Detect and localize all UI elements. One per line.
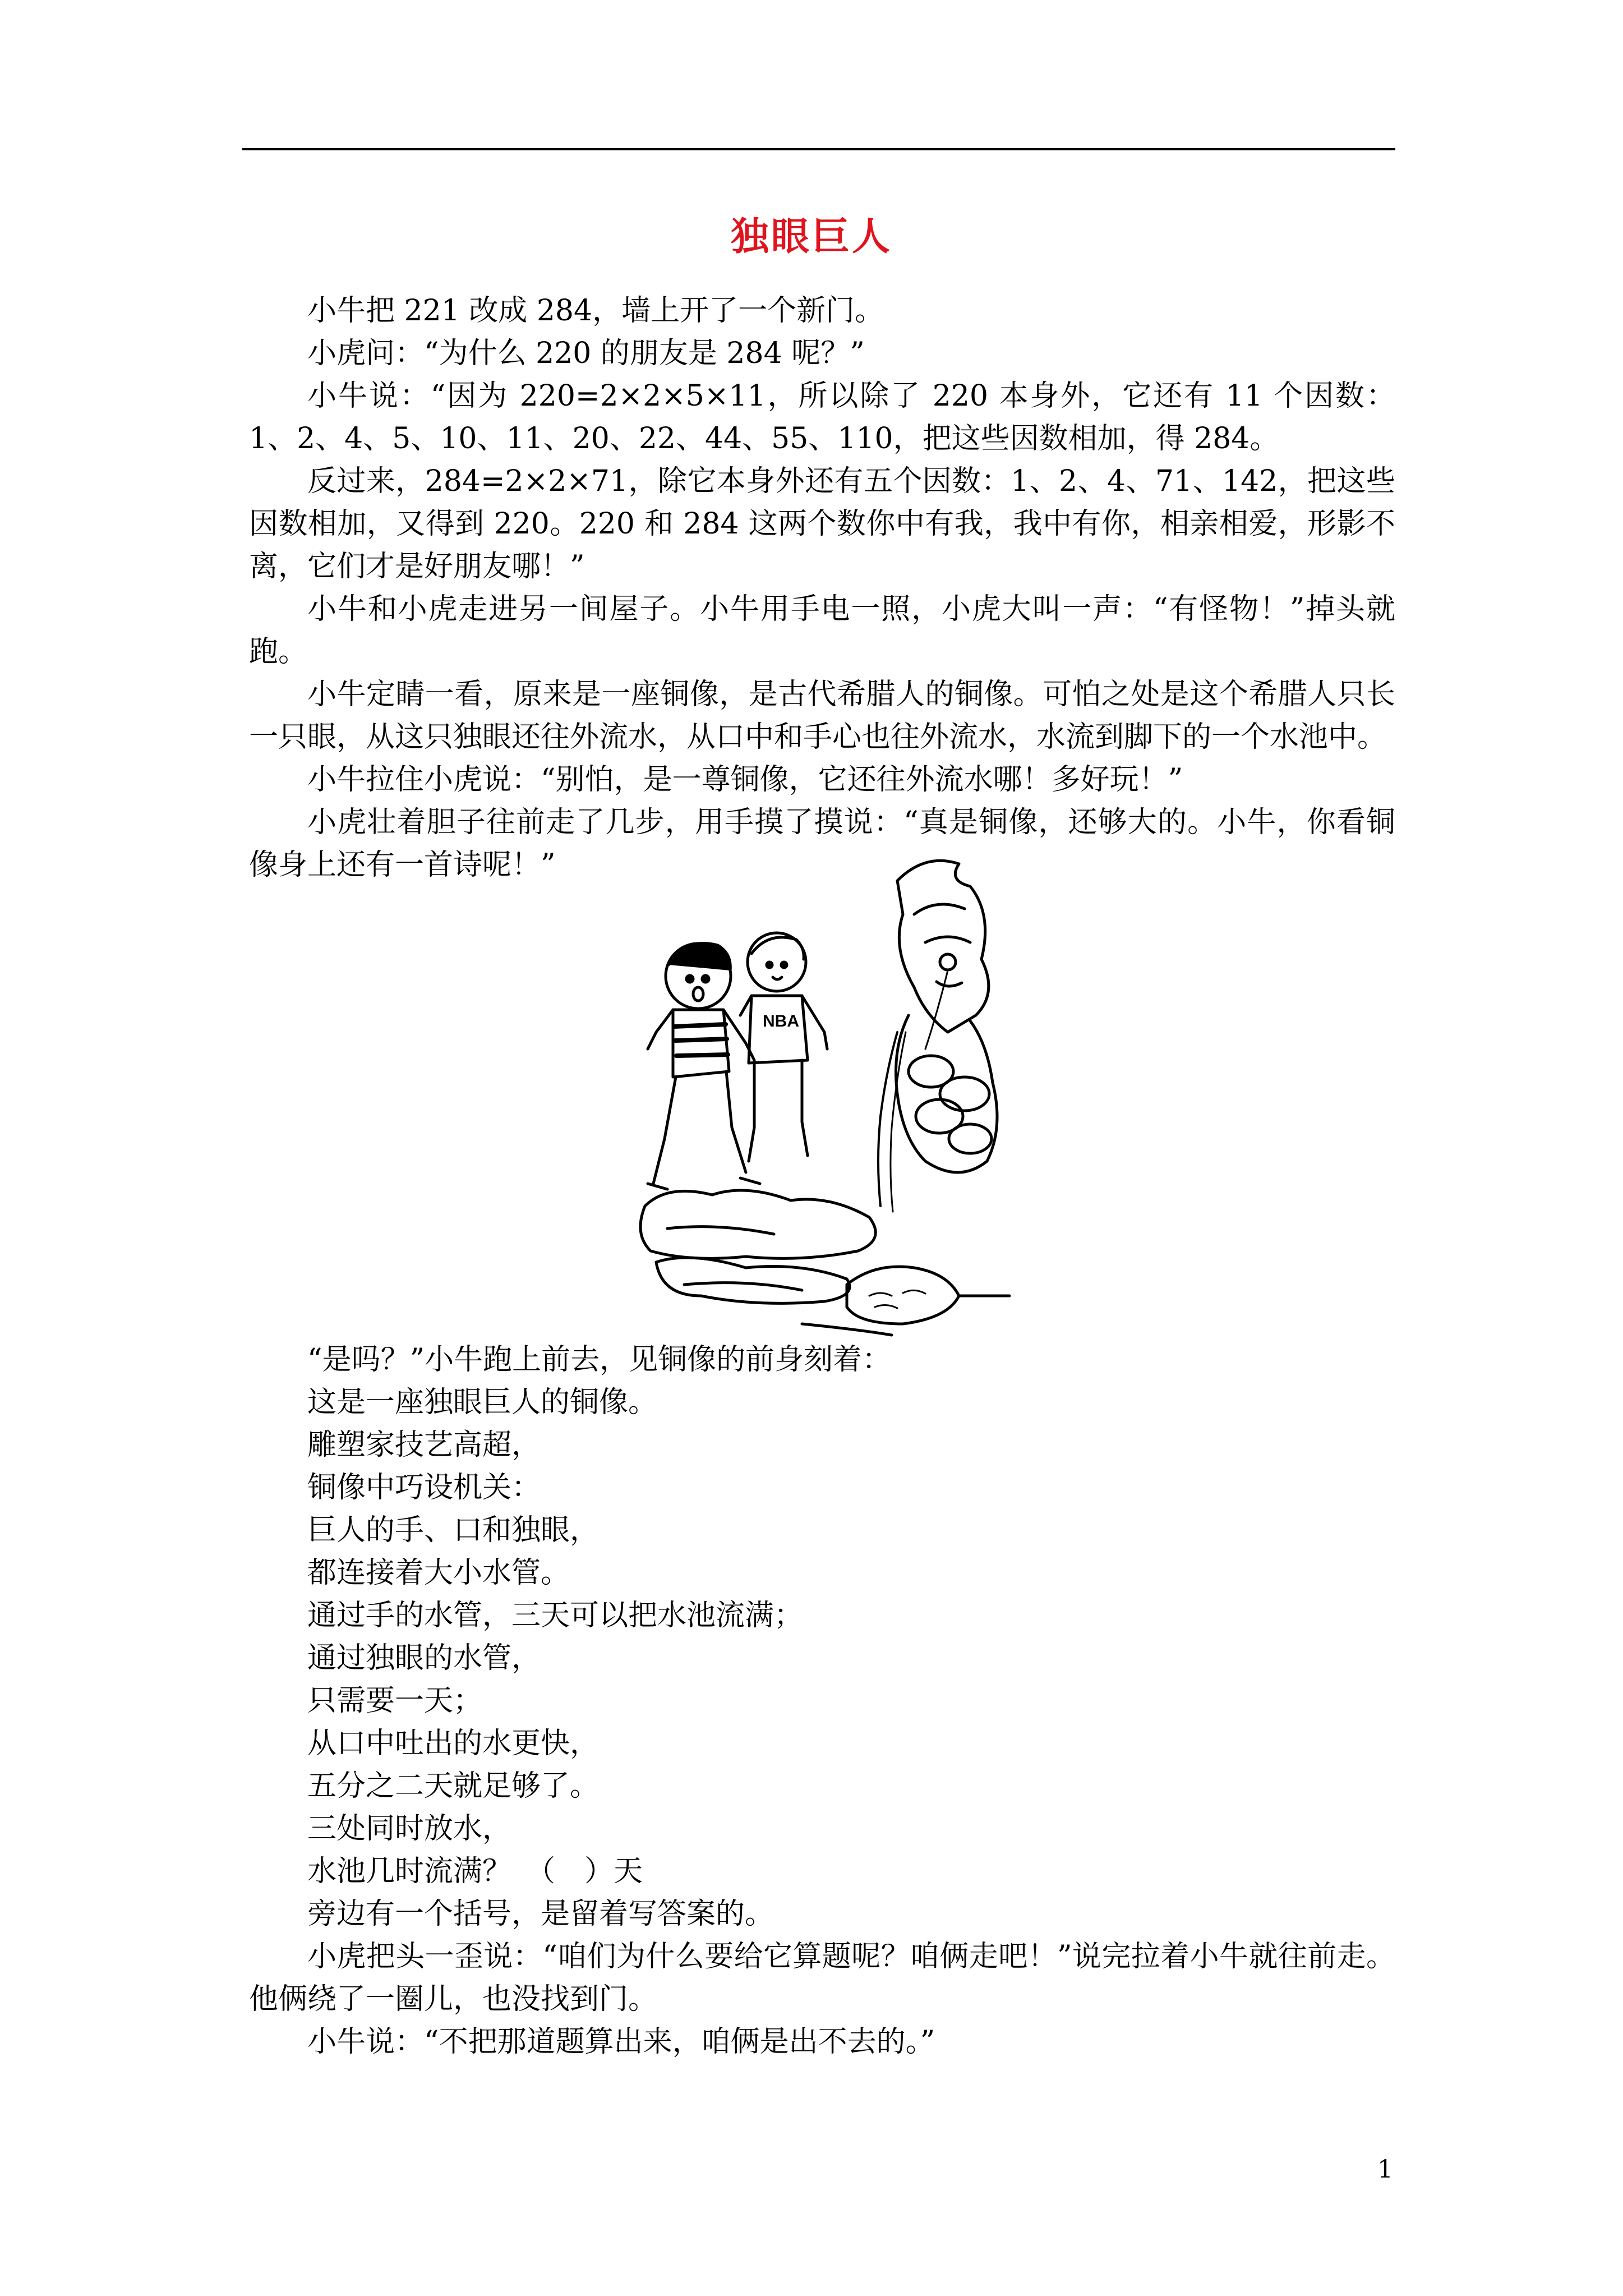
paragraph: 小牛把 221 改成 284，墙上开了一个新门。	[307, 294, 884, 328]
page-title: 独眼巨人	[730, 215, 892, 259]
poem-line: 都连接着大小水管。	[307, 1556, 570, 1590]
paragraph: 小虎壮着胆子往前走了几步，用手摸了摸说：“真是铜像，还够大的。小牛，你看铜像身上还有一首诗呢！”	[249, 806, 1395, 882]
poem-line: 三处同时放水，	[307, 1812, 512, 1846]
poem-line: 从口中吐出的水更快，	[307, 1727, 600, 1760]
rocks	[640, 1190, 875, 1258]
poem-line: 通过独眼的水管，	[307, 1641, 541, 1675]
water-pool	[847, 1267, 959, 1324]
paragraph: 小牛说：“因为 220=2×2×5×11，所以除了 220 本身外，它还有 11 个因数：1、2、4、5、10、11、20、22、44、55、110，把这些因数相加，得 284。	[249, 379, 1395, 455]
paragraph: 小虎问：“为什么 220 的朋友是 284 呢？”	[307, 337, 865, 370]
statue-head	[897, 861, 989, 1032]
poem-line: 水池几时流满？ （ ）天	[307, 1855, 643, 1888]
poem-line: 五分之二天就足够了。	[307, 1769, 600, 1803]
header-rule	[242, 148, 1395, 150]
paragraph: 反过来，284=2×2×71，除它本身外还有五个因数：1、2、4、71、142，把这些因数相加，又得到 220。220 和 284 这两个数你中有我，我中有你，相亲相爱，形影不离，它们才是好朋友哪！”	[249, 464, 1395, 583]
boy-left-body	[648, 1010, 754, 1060]
shirt-text: NBA	[763, 1012, 799, 1030]
poem-line: 通过手的水管，三天可以把水池流满；	[307, 1599, 804, 1632]
paragraph: 旁边有一个括号，是留着写答案的。	[307, 1897, 774, 1931]
poem-line: 这是一座独眼巨人的铜像。	[307, 1386, 658, 1419]
story-text-after-figure	[249, 1338, 1395, 2063]
statue-body	[896, 1015, 998, 1172]
paragraph: 小牛拉住小虎说：“别怕，是一尊铜像，它还往外流水哪！多好玩！”	[307, 763, 1183, 797]
paragraph: 小牛说：“不把那道题算出来，咱俩是出不去的。”	[307, 2025, 935, 2059]
poem-line: 雕塑家技艺高超，	[307, 1428, 541, 1462]
poem-line: 只需要一天；	[307, 1684, 483, 1718]
poem-line: 铜像中巧设机关：	[307, 1471, 541, 1504]
water-stream	[878, 1032, 897, 1206]
paragraph: 小虎把头一歪说：“咱们为什么要给它算题呢？咱俩走吧！”说完拉着小牛就往前走。他俩绕了一圈儿，也没找到门。	[249, 1940, 1395, 2016]
page-number: 1	[1377, 2155, 1393, 2184]
statue-eye	[940, 954, 956, 970]
paragraph: 小牛定睛一看，原来是一座铜像，是古代希腊人的铜像。可怕之处是这个希腊人只长一只眼，从这只独眼还往外流水，从口中和手心也往外流水，水流到脚下的一个水池中。	[249, 678, 1395, 754]
paragraph: 小牛和小虎走进另一间屋子。小牛用手电一照，小虎大叫一声：“有怪物！”掉头就跑。	[249, 592, 1395, 669]
cyclops-statue-illustration	[634, 847, 1015, 1341]
paragraph: “是吗？”小牛跑上前去，见铜像的前身刻着：	[307, 1343, 892, 1377]
poem-line: 巨人的手、口和独眼，	[307, 1513, 600, 1547]
story-text-before-figure	[249, 289, 1395, 886]
